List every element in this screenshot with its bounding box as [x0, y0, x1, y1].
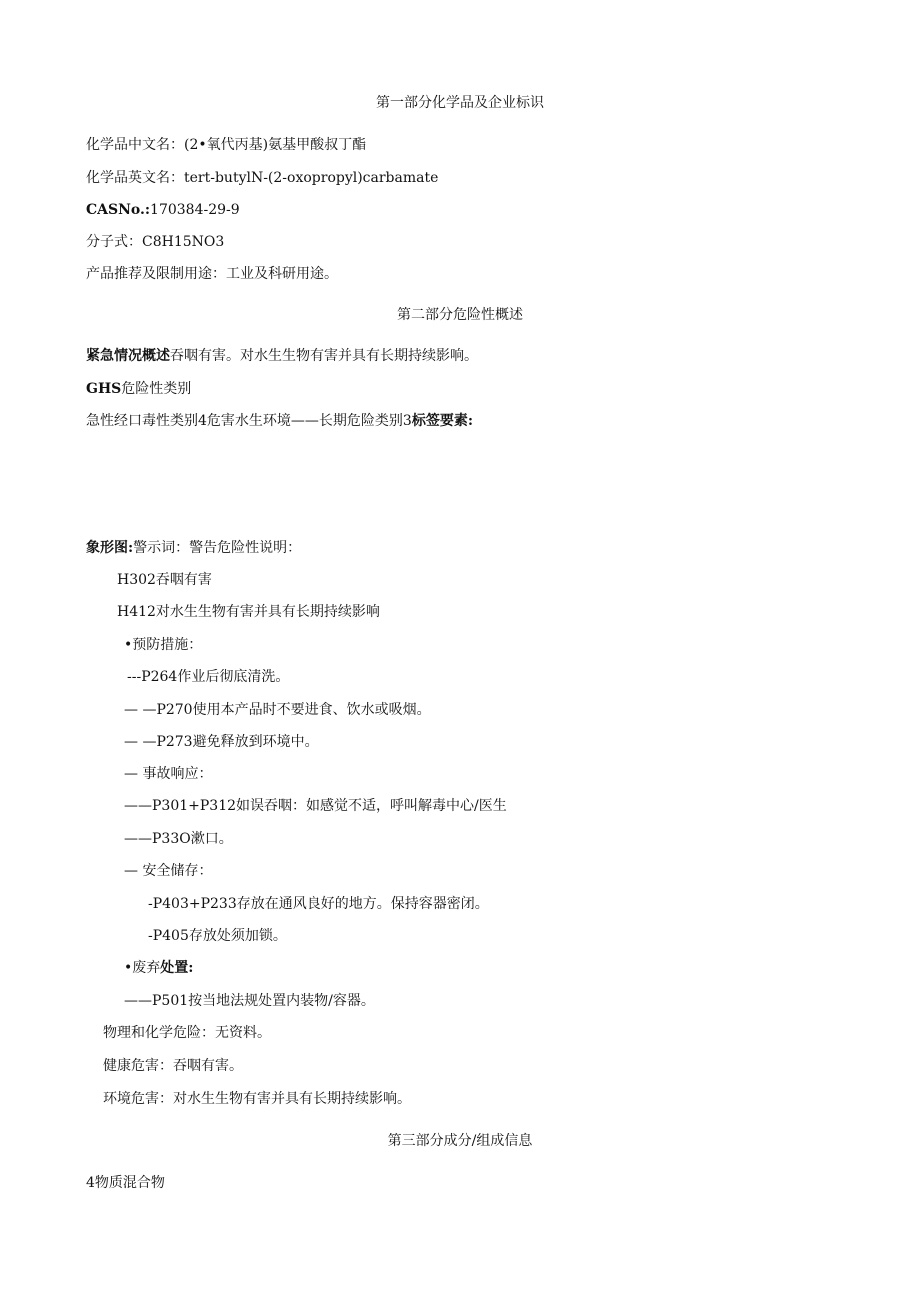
storage-heading: — 安全储存：: [124, 863, 213, 879]
ghs-category-heading: [86, 380, 191, 398]
precaution-p270: — —P270使用本产品时不要进食、饮水或吸烟。: [124, 702, 431, 718]
chemical-en-name: 化学品英文名：tert-butylN-(2-oxopropyl)carbamate: [86, 170, 439, 186]
disposal-bold: 处置:: [160, 960, 194, 976]
cas-number: [86, 201, 240, 219]
substance-type: 4物质混合物: [86, 1175, 165, 1191]
physical-hazards: 物理和化学危险：无资料。: [103, 1025, 271, 1041]
precaution-p264: ---P264作业后彻底清洗。: [127, 669, 290, 685]
pictogram-label: 象形图:: [86, 540, 134, 556]
emergency-label: 紧急情况概述: [86, 348, 170, 364]
response-heading: — 事故响应：: [124, 766, 213, 782]
cas-label: CASNo.:: [86, 202, 151, 218]
hazard-statement-h412: H412对水生生物有害并具有长期持续影响: [117, 604, 380, 620]
precaution-p301: ——P301+P312如误吞咽：如感觉不适，呼叫解毒中心/医生: [124, 798, 507, 814]
category-text: 急性经口毒性类别4危害水生环境——长期危险类别3: [86, 413, 412, 429]
hazard-categories: [86, 412, 473, 430]
precaution-p273: — —P273避免释放到环境中。: [124, 734, 319, 750]
environment-hazards: 环境危害：对水生生物有害并具有长期持续影响。: [103, 1091, 411, 1107]
label-elements: 标签要素:: [411, 413, 473, 429]
ghs-text: 危险性类别: [121, 381, 192, 397]
emergency-text: 吞咽有害。对水生生物有害并具有长期持续影响。: [170, 348, 478, 364]
disposal-heading: [124, 959, 193, 977]
precaution-p501: ——P501按当地法规处置内装物/容器。: [124, 993, 375, 1009]
section3-heading: 第三部分成分/组成信息: [387, 1133, 533, 1149]
chemical-cn-name: 化学品中文名：(2•氧代丙基)氨基甲酸叔丁酯: [86, 137, 367, 153]
precaution-p403: -P403+P233存放在通风良好的地方。保持容器密闭。: [148, 896, 489, 912]
emergency-overview: [86, 347, 478, 365]
section1-heading: 第一部分化学品及企业标识: [376, 95, 544, 111]
molecular-formula: 分子式：C8H15NO3: [86, 234, 225, 250]
cas-value: 170384-29-9: [150, 202, 240, 218]
recommended-usage: 产品推荐及限制用途：工业及科研用途。: [86, 266, 338, 282]
precaution-p405: -P405存放处须加锁。: [148, 928, 287, 944]
prevention-heading: •预防措施：: [124, 637, 203, 653]
pictogram-text: 警示词：警告危险性说明：: [133, 540, 302, 556]
precaution-p330: ——P33O漱口。: [124, 831, 233, 847]
pictogram-line: [86, 539, 301, 557]
health-hazards: 健康危害：吞咽有害。: [103, 1058, 243, 1074]
hazard-statement-h302: H302吞咽有害: [117, 572, 212, 588]
ghs-label: GHS: [86, 381, 122, 397]
disposal-prefix: •废弃: [124, 960, 161, 976]
section2-heading: 第二部分危险性概述: [397, 307, 523, 323]
